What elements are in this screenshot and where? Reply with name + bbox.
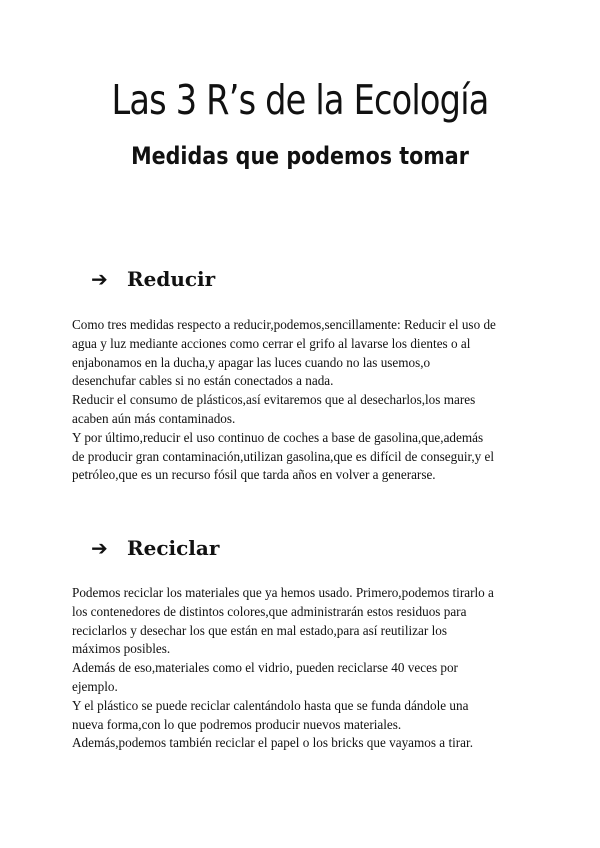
paragraph-line: Además,podemos también reciclar el papel o los bricks que vayamos a tirar. [72,735,473,751]
right-arrow-icon: ➔ [91,267,108,291]
paragraph-line: Y por último,reducir el uso continuo de coches a base de gasolina,que,además [72,429,484,445]
paragraph-line: agua y luz mediante acciones como cerrar el grifo al lavarse los dientes o al [72,335,471,351]
paragraph-line: desenchufar cables si no están conectados a nada. [72,373,334,389]
paragraph-line: los contenedores de distintos colores,que administrarán estos residuos para [72,603,467,619]
paragraph-line: Podemos reciclar los materiales que ya hemos usado. Primero,podemos tirarlo a [72,585,494,600]
page-subtitle: Medidas que podemos tomar [131,142,469,170]
section-heading-reducir [91,265,215,293]
paragraph-line: ejemplo. [72,678,118,694]
paragraph-line: de producir gran contaminación,utilizan gasolina,que es difícil de conseguir,y el [72,448,495,464]
section-title: Reducir [127,267,216,291]
paragraph-line: Además de eso,materiales como el vidrio, pueden reciclarse 40 veces por [72,660,458,676]
paragraph-line: acaben aún más contaminados. [72,410,236,426]
paragraph-line: nueva forma,con lo que podremos producir nuevos materiales. [72,716,402,732]
paragraph-line: Y el plástico se puede reciclar calentándolo hasta que se funda dándole una [72,697,469,713]
paragraph-line: reciclarlos y desechar los que están en mal estado,para así reutilizar los [72,622,447,638]
section-heading-reciclar [91,534,219,562]
page-title: Las 3 R’s de la Ecología [111,76,489,124]
right-arrow-icon: ➔ [91,536,108,560]
section-body-reducir [72,316,542,485]
section-title: Reciclar [127,536,220,560]
section-body-reciclar [72,584,542,753]
paragraph-line: máximos posibles. [72,641,171,657]
paragraph-line: enjabonamos en la ducha,y apagar las luces cuando no las usemos,o [72,354,431,370]
paragraph-line: Reducir el consumo de plásticos,así evitaremos que al desecharlos,los mares [72,392,476,408]
paragraph-line: Como tres medidas respecto a reducir,podemos,sencillamente: Reducir el uso de [72,317,496,332]
paragraph-line: petróleo,que es un recurso fósil que tarda años en volver a generarse. [72,467,436,483]
